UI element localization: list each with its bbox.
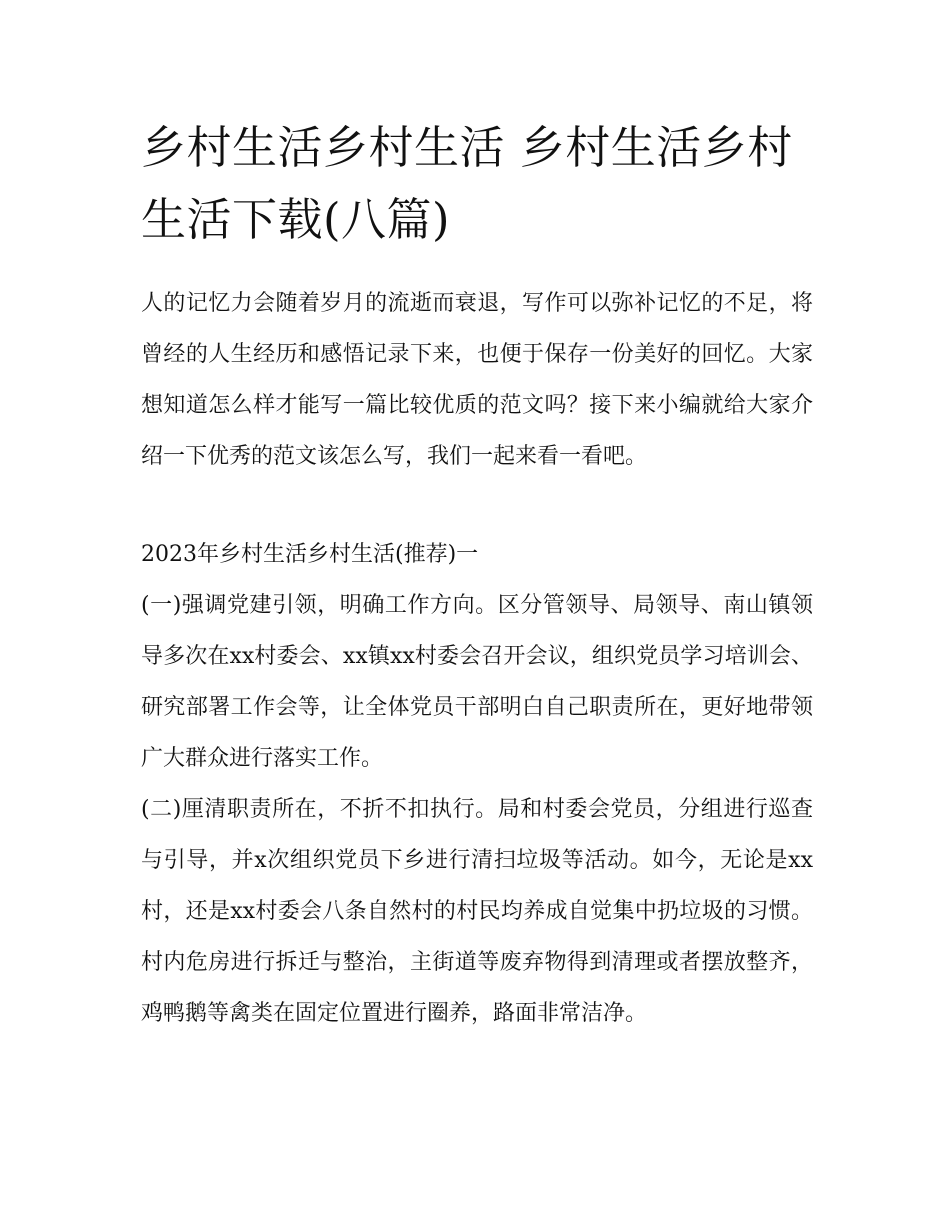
- body-paragraph: (一)强调党建引领，明确工作方向。区分管领导、局领导、南山镇领导多次在xx村委会、xx镇xx村委会召开会议，组织党员学习培训会、研究部署工作会等，让全体党员干部明白自己职责所在，更好地带领广大群众进行落实工作。: [141, 593, 813, 771]
- section-heading: 2023年乡村生活乡村生活(推荐)一: [141, 542, 479, 567]
- document-title: 乡村生活乡村生活 乡村生活乡村生活下载(八篇): [141, 121, 793, 246]
- intro-paragraph: 人的记忆力会随着岁月的流逝而衰退，写作可以弥补记忆的不足，将曾经的人生经历和感悟记录下来，也便于保存一份美好的回忆。大家想知道怎么样才能写一篇比较优质的范文吗？接下来小编就给大家介绍一下优秀的范文该怎么写，我们一起来看一看吧。: [141, 291, 813, 469]
- body-paragraph: (二)厘清职责所在，不折不扣执行。局和村委会党员，分组进行巡查与引导，并x次组织党员下乡进行清扫垃圾等活动。如今，无论是xx村，还是xx村委会八条自然村的村民均养成自觉集中扔垃圾的习惯。村内危房进行拆迁与整治，主街道等废弃物得到清理或者摆放整齐，鸡鸭鹅等禽类在固定位置进行圈养，路面非常洁净。: [141, 797, 813, 1026]
